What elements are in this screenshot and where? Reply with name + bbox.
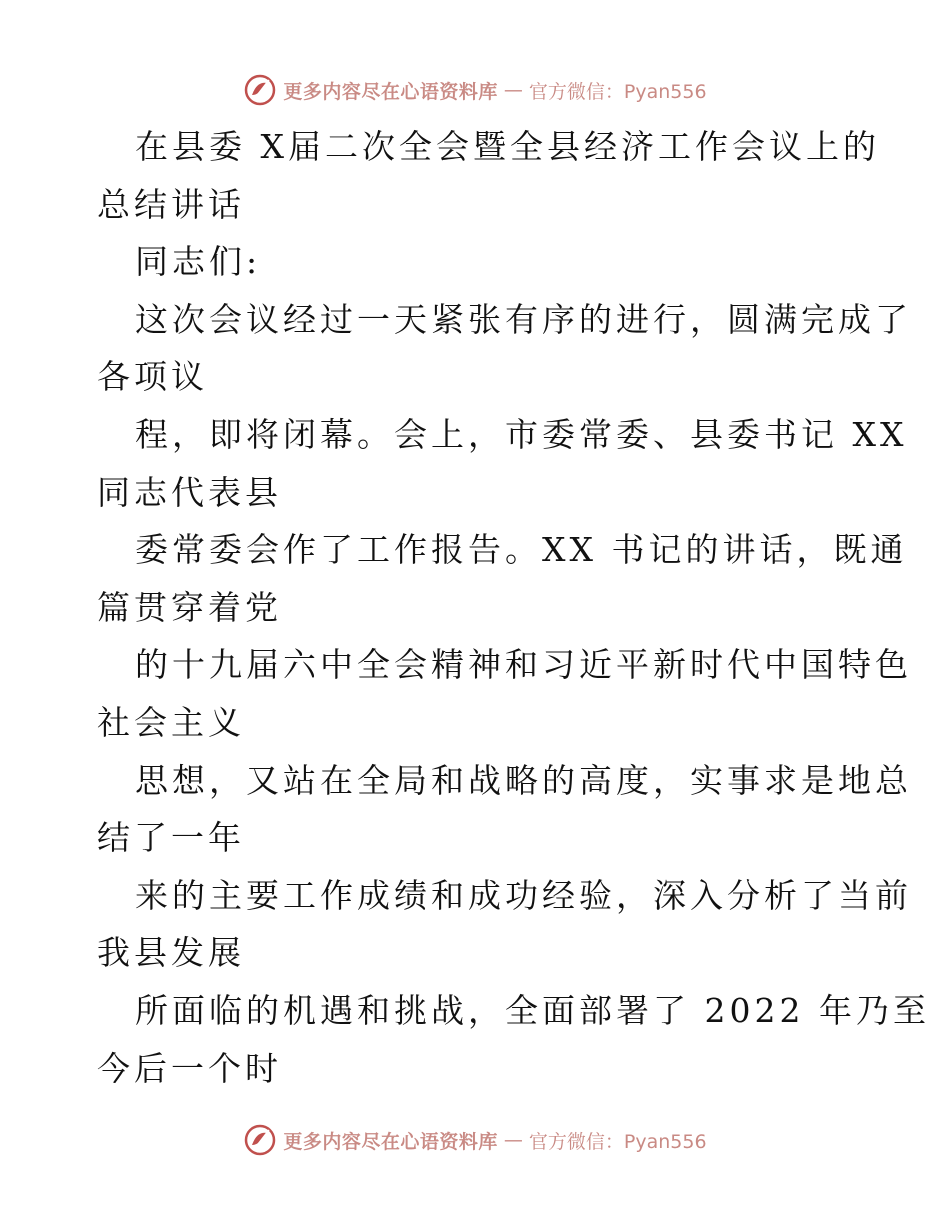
text-line: 社会主义 [97,702,245,742]
text-line: 思想，又站在全局和战略的高度，实事求是地总 [135,760,912,800]
watermark-footer [0,1120,950,1160]
text-line: 委常委会作了工作报告。XX 书记的讲话，既通 [135,530,908,570]
text-line: 所面临的机遇和挑战，全面部署了 2022 年乃至 [135,990,930,1030]
text-line: 篇贯穿着党 [97,587,282,627]
text-line: 这次会议经过一天紧张有序的进行，圆满完成了 [135,299,912,339]
text-line: 来的主要工作成绩和成功经验，深入分析了当前 [135,875,912,915]
document-body [97,118,930,1097]
text-line: 程，即将闭幕。会上，市委常委、县委书记 XX [135,414,908,454]
watermark-wechat: 官方微信：Pyan556 [528,80,707,103]
text-line: 同志代表县 [97,472,282,512]
text-line: 今后一个时 [97,1048,282,1088]
text-line: 我县发展 [97,933,245,973]
watermark-header [0,70,950,110]
watermark-text: 更多内容尽在心语资料库 [283,80,498,103]
text-line: 结了一年 [97,818,245,858]
watermark-text: 更多内容尽在心语资料库 [283,1130,498,1153]
text-line: 总结讲话 [97,184,245,224]
logo-icon [243,1123,277,1157]
text-line: 同志们: [135,242,262,282]
watermark-separator: — [503,79,523,101]
text-line: 各项议 [97,357,208,397]
watermark-wechat: 官方微信：Pyan556 [528,1130,707,1153]
text-line: 的十九届六中全会精神和习近平新时代中国特色 [135,645,912,685]
text-line: 在县委 X届二次全会暨全县经济工作会议上的 [135,127,880,166]
watermark-separator: — [503,1129,523,1151]
logo-icon [243,73,277,107]
